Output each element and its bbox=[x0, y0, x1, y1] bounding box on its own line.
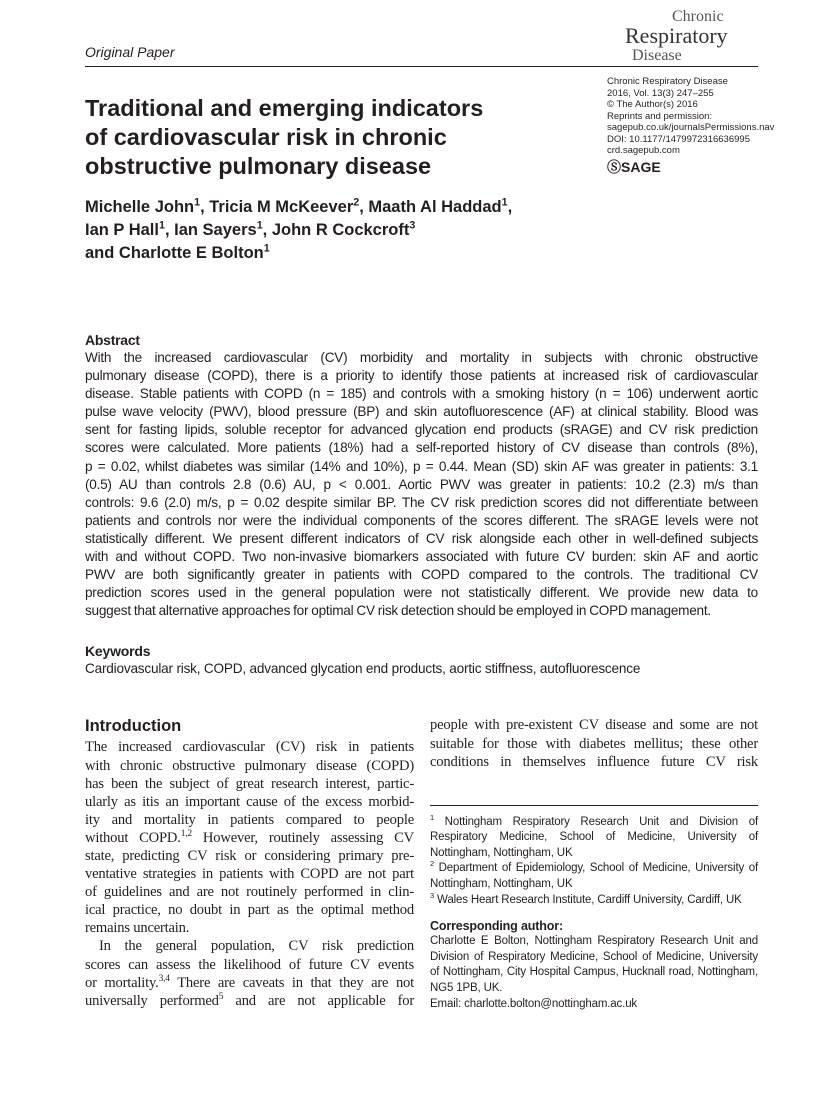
publisher-name: SAGE bbox=[621, 158, 661, 175]
superscript: 1 bbox=[256, 219, 263, 232]
abstract-line: controls: 9.6 (2.0) m/s, p = 0.02 despite similar BP. The CV risk prediction scores did not differentiate between bbox=[85, 494, 758, 510]
superscript: 1 bbox=[263, 242, 270, 255]
corresponding-line: Email: charlotte.bolton@nottingham.ac.uk bbox=[430, 997, 638, 1010]
keywords-section bbox=[85, 642, 758, 678]
corresponding-line: NG5 1PB, UK. bbox=[430, 982, 503, 995]
superscript: 3 bbox=[409, 219, 416, 232]
title-line: of cardiovascular risk in chronic bbox=[85, 124, 447, 150]
abstract-section bbox=[85, 331, 758, 620]
corresponding-line: of Nottingham, City Hospital Campus, Hucknall road, Nottingham, bbox=[430, 966, 758, 979]
keywords-heading: Keywords bbox=[85, 643, 151, 660]
title-line: Traditional and emerging indicators bbox=[85, 95, 484, 121]
body-line: or mortality.$^{3,4}$ There are caveats in that they are not bbox=[85, 973, 414, 991]
corresponding-line: Division of Respiratory Medicine, School of Medicine, University bbox=[430, 950, 758, 963]
affiliation-line: $^1$ Nottingham Respiratory Research Unit and Division of bbox=[430, 812, 758, 828]
body-line: without COPD.$^{1,2}$ However, routinely assessing CV bbox=[85, 829, 414, 846]
superscript: 3,4 bbox=[158, 973, 170, 984]
body-line: ventative strategies in patients with COPD are not part bbox=[85, 866, 414, 883]
superscript: 2 bbox=[353, 196, 360, 209]
affiliations bbox=[430, 812, 758, 909]
body-line: suitable for those with diabetes mellitus; these other bbox=[430, 735, 758, 752]
affiliation-line: Respiratory Medicine, School of Medicine, University of bbox=[430, 831, 758, 844]
author-line: Michelle John$^1$, Tricia M McKeever$^2$, Maath Al Haddad$^1$, bbox=[85, 196, 513, 216]
meta-line: © The Author(s) 2016 bbox=[607, 99, 698, 110]
logo-line: Disease bbox=[632, 47, 682, 64]
superscript: 1 bbox=[158, 219, 165, 232]
logo-line: Chronic bbox=[672, 8, 724, 25]
body-line: In the general population, CV risk prediction bbox=[99, 938, 414, 955]
left-column bbox=[85, 716, 414, 1009]
abstract-heading: Abstract bbox=[85, 332, 140, 348]
abstract-line: With the increased cardiovascular (CV) morbidity and mortality in subjects with chronic obstructive bbox=[85, 350, 758, 365]
body-line: scores can assess the likelihood of future CV events bbox=[85, 956, 414, 973]
abstract-line: sent for fasting lipids, soluble receptor for advanced glycation end products (sRAGE) and CV risk prediction bbox=[85, 422, 758, 438]
body-line: of guidelines and are not routinely performed in clin- bbox=[85, 884, 414, 901]
meta-line: DOI: 10.1177/1479972316636995 bbox=[607, 133, 750, 145]
superscript: 1,2 bbox=[180, 829, 192, 840]
logo-line: Respiratory bbox=[625, 23, 728, 48]
keywords-line: Cardiovascular risk, COPD, advanced glycation end products, aortic stiffness, autofluorescence bbox=[85, 661, 641, 677]
body-line: conditions in themselves influence future CV risk bbox=[430, 753, 758, 770]
abstract-line: (0.5) AU than controls 2.8 (0.6) AU, p < 0.001. Aortic PWV was greater in patients: 10.2 (2.3) m/s than bbox=[85, 476, 758, 492]
journal-logo bbox=[620, 9, 760, 65]
abstract-body bbox=[85, 349, 758, 620]
body-line: ity and mortality in patients compared to people bbox=[85, 811, 414, 828]
superscript: 1 bbox=[194, 196, 201, 209]
affiliation-line: $^2$ Department of Epidemiology, School of Medicine, University of bbox=[430, 859, 758, 875]
meta-line: sagepub.co.uk/journalsPermissions.nav bbox=[607, 122, 775, 133]
affiliation-line: $^3$ Wales Heart Research Institute, Cardiff University, Cardiff, UK bbox=[430, 890, 742, 906]
abstract-line: disease. Stable patients with COPD (n = 185) and controls with a smoking history (n = 106) underwent aortic bbox=[85, 386, 758, 402]
abstract-line: patients and controls nor were the individual components of the scores different. The sRAGE levels were not bbox=[85, 512, 758, 528]
superscript: 1 bbox=[430, 812, 435, 822]
abstract-line: scores were calculated. More patients (18%) had a self-reported history of CV disease than controls (8%), bbox=[85, 440, 758, 456]
meta-line: crd.sagepub.com bbox=[607, 145, 680, 156]
keywords-body bbox=[85, 660, 758, 678]
meta-line: Reprints and permission: bbox=[607, 110, 713, 122]
body-line: The increased cardiovascular (CV) risk in patients bbox=[85, 739, 414, 756]
abstract-line: suggest that alternative approaches for optimal CV risk detection should be employed in COPD management. bbox=[85, 603, 711, 619]
article-title bbox=[85, 94, 555, 181]
abstract-line: p = 0.02, whilst diabetes was similar (14% and 10%), p = 0.44. Mean (SD) skin AF was greater in patients: 3.1 bbox=[85, 458, 758, 474]
meta-line: 2016, Vol. 13(3) 247–255 bbox=[607, 87, 714, 99]
corresponding-line: Charlotte E Bolton, Nottingham Respiratory Research Unit and bbox=[430, 935, 758, 948]
article-body bbox=[85, 331, 758, 1012]
journal-meta bbox=[607, 76, 775, 175]
body-line: ical practice, no doubt in part as the optimal method bbox=[85, 902, 414, 919]
abstract-line: statistically different. We present different indicators of CV risk alongside each other in well-defined subjects bbox=[85, 530, 758, 546]
author-line: Ian P Hall$^1$, Ian Sayers$^1$, John R Cockcroft$^3$ bbox=[85, 219, 416, 239]
meta-lines bbox=[607, 76, 775, 157]
header-divider bbox=[85, 66, 758, 67]
sage-icon: Ⓢ bbox=[607, 158, 621, 175]
abstract-line: pulmonary disease (COPD), there is a priority to identify those patients at increased risk of cardiovascular bbox=[85, 368, 758, 384]
superscript: 5 bbox=[218, 991, 224, 1002]
corresponding-body bbox=[430, 934, 758, 1012]
body-line: people with pre-existent CV disease and some are not bbox=[430, 717, 758, 734]
corresponding-heading: Corresponding author: bbox=[430, 919, 563, 934]
article-type-label: Original Paper bbox=[85, 44, 175, 60]
affiliation-line: Nottingham, Nottingham, UK bbox=[430, 846, 573, 859]
body-line: state, predicting CV risk or considering primary pre- bbox=[85, 847, 414, 864]
author-line: and Charlotte E Bolton$^1$ bbox=[85, 242, 270, 262]
introduction-heading: Introduction bbox=[85, 717, 182, 736]
abstract-line: prediction scores used in the general population were not statistically different. We provide new data to bbox=[85, 585, 758, 601]
publisher-logo bbox=[607, 159, 767, 175]
superscript: 2 bbox=[430, 859, 435, 869]
body-line: with chronic obstructive pulmonary disease (COPD) bbox=[85, 757, 414, 774]
footnote-divider bbox=[430, 805, 758, 806]
two-column-body bbox=[85, 716, 758, 1012]
superscript: 1 bbox=[501, 196, 508, 209]
abstract-line: with and without COPD. Two non-invasive biomarkers associated with future CV burden: skin AF and aortic bbox=[85, 549, 758, 565]
superscript: 3 bbox=[430, 890, 435, 900]
right-column bbox=[430, 716, 758, 1012]
abstract-line: pulse wave velocity (PWV), blood pressure (BP) and skin autofluorescence (AF) at clinical stability. Blood was bbox=[85, 404, 758, 420]
corresponding-author bbox=[430, 918, 758, 1012]
title-line: obstructive pulmonary disease bbox=[85, 153, 432, 179]
meta-line: Chronic Respiratory Disease bbox=[607, 76, 728, 87]
body-line: universally performed$^5$ and are not applicable for bbox=[85, 991, 415, 1009]
author-list bbox=[85, 196, 565, 265]
affiliation-line: Nottingham, Nottingham, UK bbox=[430, 878, 573, 891]
abstract-line: PWV are both significantly greater in patients with COPD compared to the controls. The traditional CV bbox=[85, 567, 758, 583]
body-line: has been the subject of great research interest, partic- bbox=[85, 775, 414, 792]
introduction-left-column bbox=[85, 738, 414, 1009]
introduction-right-column bbox=[430, 716, 758, 770]
body-line: ularly as itis an important cause of the excess morbid- bbox=[85, 793, 414, 810]
body-line: remains uncertain. bbox=[85, 920, 190, 937]
